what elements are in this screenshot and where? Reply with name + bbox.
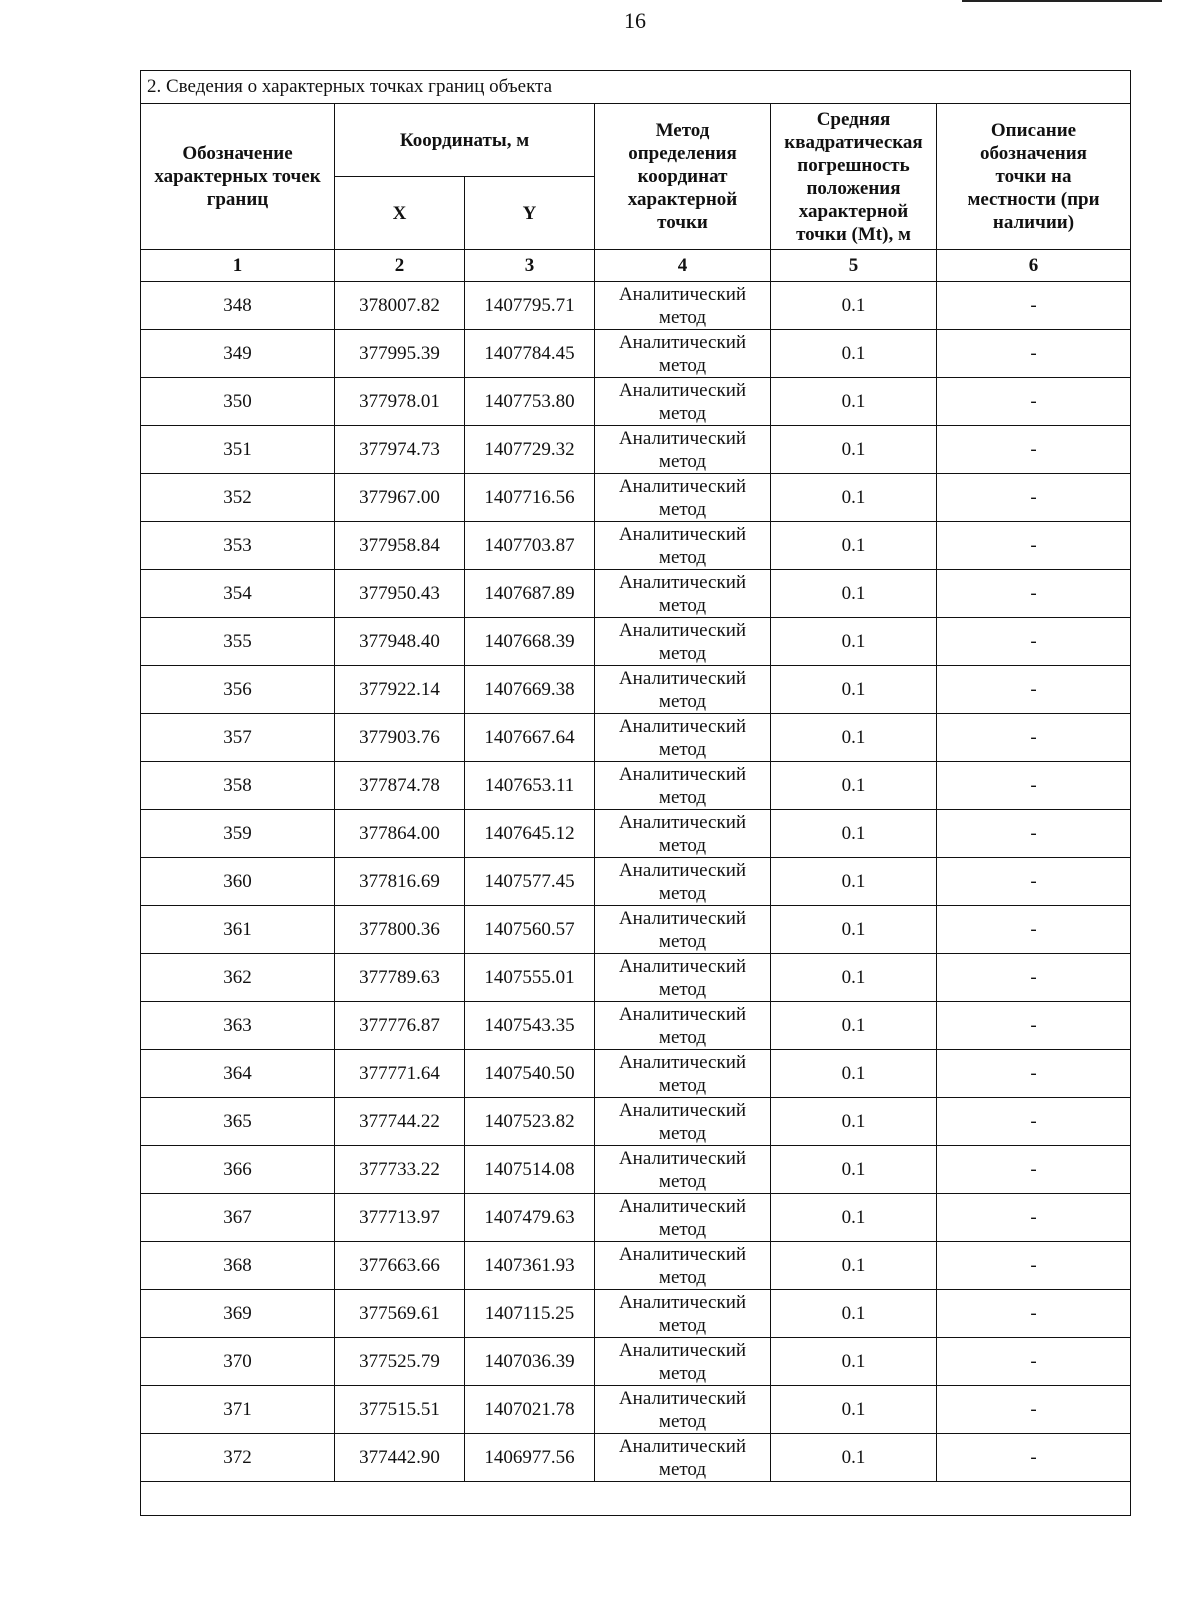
point-cell: 368: [141, 1242, 335, 1290]
method-cell: Аналитический метод: [595, 1002, 771, 1050]
method-cell: Аналитический метод: [595, 714, 771, 762]
method-cell: Аналитический метод: [595, 378, 771, 426]
table-row: [141, 906, 1131, 954]
description-cell: -: [937, 1434, 1131, 1482]
method-cell: Аналитический метод: [595, 1290, 771, 1338]
column-number: 2: [335, 250, 465, 282]
error-cell: 0.1: [771, 666, 937, 714]
error-cell: 0.1: [771, 570, 937, 618]
error-cell: 0.1: [771, 1290, 937, 1338]
y-cell: 1407687.89: [465, 570, 595, 618]
y-cell: 1407753.80: [465, 378, 595, 426]
error-cell: 0.1: [771, 1146, 937, 1194]
y-cell: 1407021.78: [465, 1386, 595, 1434]
description-cell: -: [937, 906, 1131, 954]
table-row: [141, 378, 1131, 426]
point-cell: 372: [141, 1434, 335, 1482]
error-cell: 0.1: [771, 474, 937, 522]
y-cell: 1407577.45: [465, 858, 595, 906]
error-cell: 0.1: [771, 1434, 937, 1482]
point-cell: 352: [141, 474, 335, 522]
table-row: [141, 1002, 1131, 1050]
error-cell: 0.1: [771, 858, 937, 906]
description-cell: -: [937, 1146, 1131, 1194]
x-cell: 377744.22: [335, 1098, 465, 1146]
table-row: [141, 522, 1131, 570]
error-cell: 0.1: [771, 282, 937, 330]
error-cell: 0.1: [771, 762, 937, 810]
page-number: 16: [624, 8, 646, 33]
x-cell: 377950.43: [335, 570, 465, 618]
column-number: 6: [937, 250, 1131, 282]
x-cell: 377800.36: [335, 906, 465, 954]
method-cell: Аналитический метод: [595, 330, 771, 378]
point-cell: 362: [141, 954, 335, 1002]
table-row: [141, 282, 1131, 330]
error-cell: 0.1: [771, 1050, 937, 1098]
method-cell: Аналитический метод: [595, 858, 771, 906]
description-cell: -: [937, 522, 1131, 570]
point-cell: 367: [141, 1194, 335, 1242]
error-cell: 0.1: [771, 906, 937, 954]
x-cell: 378007.82: [335, 282, 465, 330]
error-cell: 0.1: [771, 1386, 937, 1434]
empty-cell: [141, 1482, 1131, 1516]
x-cell: 377442.90: [335, 1434, 465, 1482]
column-number: 4: [595, 250, 771, 282]
description-cell: -: [937, 762, 1131, 810]
point-cell: 354: [141, 570, 335, 618]
table-row: [141, 1434, 1131, 1482]
method-cell: Аналитический метод: [595, 282, 771, 330]
description-cell: -: [937, 330, 1131, 378]
error-cell: 0.1: [771, 1242, 937, 1290]
x-cell: 377974.73: [335, 426, 465, 474]
x-cell: 377789.63: [335, 954, 465, 1002]
y-cell: 1407716.56: [465, 474, 595, 522]
point-cell: 359: [141, 810, 335, 858]
method-cell: Аналитический метод: [595, 1338, 771, 1386]
table-row: [141, 954, 1131, 1002]
error-cell: 0.1: [771, 1338, 937, 1386]
header-method: Метод определения координат характерной точки: [595, 104, 771, 250]
method-cell: Аналитический метод: [595, 426, 771, 474]
point-cell: 361: [141, 906, 335, 954]
method-cell: Аналитический метод: [595, 1050, 771, 1098]
error-cell: 0.1: [771, 714, 937, 762]
method-cell: Аналитический метод: [595, 666, 771, 714]
method-cell: Аналитический метод: [595, 1242, 771, 1290]
x-cell: 377663.66: [335, 1242, 465, 1290]
column-number: 3: [465, 250, 595, 282]
method-cell: Аналитический метод: [595, 762, 771, 810]
x-cell: 377864.00: [335, 810, 465, 858]
table-row: [141, 810, 1131, 858]
y-cell: 1407653.11: [465, 762, 595, 810]
x-cell: 377776.87: [335, 1002, 465, 1050]
description-cell: -: [937, 858, 1131, 906]
x-cell: 377903.76: [335, 714, 465, 762]
y-cell: 1407668.39: [465, 618, 595, 666]
y-cell: 1407784.45: [465, 330, 595, 378]
y-cell: 1407669.38: [465, 666, 595, 714]
error-cell: 0.1: [771, 618, 937, 666]
description-cell: -: [937, 1050, 1131, 1098]
x-cell: 377922.14: [335, 666, 465, 714]
y-cell: 1407543.35: [465, 1002, 595, 1050]
table-row: [141, 426, 1131, 474]
y-cell: 1407540.50: [465, 1050, 595, 1098]
error-cell: 0.1: [771, 426, 937, 474]
point-cell: 353: [141, 522, 335, 570]
x-cell: 377874.78: [335, 762, 465, 810]
point-cell: 370: [141, 1338, 335, 1386]
error-cell: 0.1: [771, 378, 937, 426]
method-cell: Аналитический метод: [595, 474, 771, 522]
column-number: 1: [141, 250, 335, 282]
table-row: [141, 1290, 1131, 1338]
point-cell: 350: [141, 378, 335, 426]
error-cell: 0.1: [771, 1098, 937, 1146]
y-cell: 1407645.12: [465, 810, 595, 858]
point-cell: 363: [141, 1002, 335, 1050]
header-point: Обозначение характерных точек границ: [141, 104, 335, 250]
table-row: [141, 1194, 1131, 1242]
description-cell: -: [937, 618, 1131, 666]
description-cell: -: [937, 714, 1131, 762]
header-error: Средняя квадратическая погрешность положения характерной точки (Mt), м: [771, 104, 937, 250]
method-cell: Аналитический метод: [595, 522, 771, 570]
point-cell: 357: [141, 714, 335, 762]
method-cell: Аналитический метод: [595, 1386, 771, 1434]
description-cell: -: [937, 954, 1131, 1002]
description-cell: -: [937, 570, 1131, 618]
method-cell: Аналитический метод: [595, 906, 771, 954]
header-x: X: [335, 177, 465, 250]
y-cell: 1407703.87: [465, 522, 595, 570]
point-cell: 360: [141, 858, 335, 906]
table-row: [141, 1146, 1131, 1194]
point-cell: 364: [141, 1050, 335, 1098]
table-row: [141, 762, 1131, 810]
method-cell: Аналитический метод: [595, 1098, 771, 1146]
table-row: [141, 1098, 1131, 1146]
method-cell: Аналитический метод: [595, 618, 771, 666]
description-cell: -: [937, 282, 1131, 330]
point-cell: 366: [141, 1146, 335, 1194]
table-row: [141, 618, 1131, 666]
error-cell: 0.1: [771, 1194, 937, 1242]
x-cell: 377771.64: [335, 1050, 465, 1098]
y-cell: 1407667.64: [465, 714, 595, 762]
description-cell: -: [937, 810, 1131, 858]
method-cell: Аналитический метод: [595, 1194, 771, 1242]
column-number: 5: [771, 250, 937, 282]
point-cell: 355: [141, 618, 335, 666]
x-cell: 377569.61: [335, 1290, 465, 1338]
x-cell: 377713.97: [335, 1194, 465, 1242]
point-cell: 358: [141, 762, 335, 810]
description-cell: -: [937, 1338, 1131, 1386]
description-cell: -: [937, 666, 1131, 714]
description-cell: -: [937, 378, 1131, 426]
header-y: Y: [465, 177, 595, 250]
point-cell: 369: [141, 1290, 335, 1338]
description-cell: -: [937, 1242, 1131, 1290]
y-cell: 1407514.08: [465, 1146, 595, 1194]
description-cell: -: [937, 1290, 1131, 1338]
x-cell: 377515.51: [335, 1386, 465, 1434]
error-cell: 0.1: [771, 330, 937, 378]
x-cell: 377958.84: [335, 522, 465, 570]
point-cell: 351: [141, 426, 335, 474]
x-cell: 377525.79: [335, 1338, 465, 1386]
table-row: [141, 714, 1131, 762]
method-cell: Аналитический метод: [595, 1146, 771, 1194]
x-cell: 377978.01: [335, 378, 465, 426]
y-cell: 1407115.25: [465, 1290, 595, 1338]
description-cell: -: [937, 1002, 1131, 1050]
table-row: [141, 858, 1131, 906]
table-row: [141, 570, 1131, 618]
x-cell: 377733.22: [335, 1146, 465, 1194]
header-description: Описание обозначения точки на местности (при наличии): [937, 104, 1131, 250]
error-cell: 0.1: [771, 522, 937, 570]
y-cell: 1407479.63: [465, 1194, 595, 1242]
description-cell: -: [937, 1098, 1131, 1146]
table-row: [141, 1242, 1131, 1290]
table-row: [141, 330, 1131, 378]
top-rule: [962, 0, 1162, 2]
y-cell: 1406977.56: [465, 1434, 595, 1482]
x-cell: 377948.40: [335, 618, 465, 666]
y-cell: 1407729.32: [465, 426, 595, 474]
header-coordinates: Координаты, м: [335, 104, 595, 177]
y-cell: 1407560.57: [465, 906, 595, 954]
y-cell: 1407036.39: [465, 1338, 595, 1386]
y-cell: 1407361.93: [465, 1242, 595, 1290]
x-cell: 377967.00: [335, 474, 465, 522]
method-cell: Аналитический метод: [595, 810, 771, 858]
y-cell: 1407523.82: [465, 1098, 595, 1146]
section-title: 2. Сведения о характерных точках границ объекта: [141, 71, 1131, 104]
table-row: [141, 1338, 1131, 1386]
description-cell: -: [937, 1386, 1131, 1434]
boundary-points-table: [140, 70, 1131, 1516]
table-row: [141, 1386, 1131, 1434]
point-cell: 348: [141, 282, 335, 330]
table-row: [141, 474, 1131, 522]
column-numbers-row: [141, 250, 1131, 282]
point-cell: 371: [141, 1386, 335, 1434]
error-cell: 0.1: [771, 954, 937, 1002]
table-row: [141, 1050, 1131, 1098]
point-cell: 356: [141, 666, 335, 714]
description-cell: -: [937, 426, 1131, 474]
error-cell: 0.1: [771, 810, 937, 858]
y-cell: 1407795.71: [465, 282, 595, 330]
method-cell: Аналитический метод: [595, 1434, 771, 1482]
x-cell: 377816.69: [335, 858, 465, 906]
point-cell: 349: [141, 330, 335, 378]
y-cell: 1407555.01: [465, 954, 595, 1002]
point-cell: 365: [141, 1098, 335, 1146]
table-row: [141, 666, 1131, 714]
description-cell: -: [937, 1194, 1131, 1242]
method-cell: Аналитический метод: [595, 570, 771, 618]
error-cell: 0.1: [771, 1002, 937, 1050]
method-cell: Аналитический метод: [595, 954, 771, 1002]
x-cell: 377995.39: [335, 330, 465, 378]
description-cell: -: [937, 474, 1131, 522]
empty-trailing-row: [141, 1482, 1131, 1516]
